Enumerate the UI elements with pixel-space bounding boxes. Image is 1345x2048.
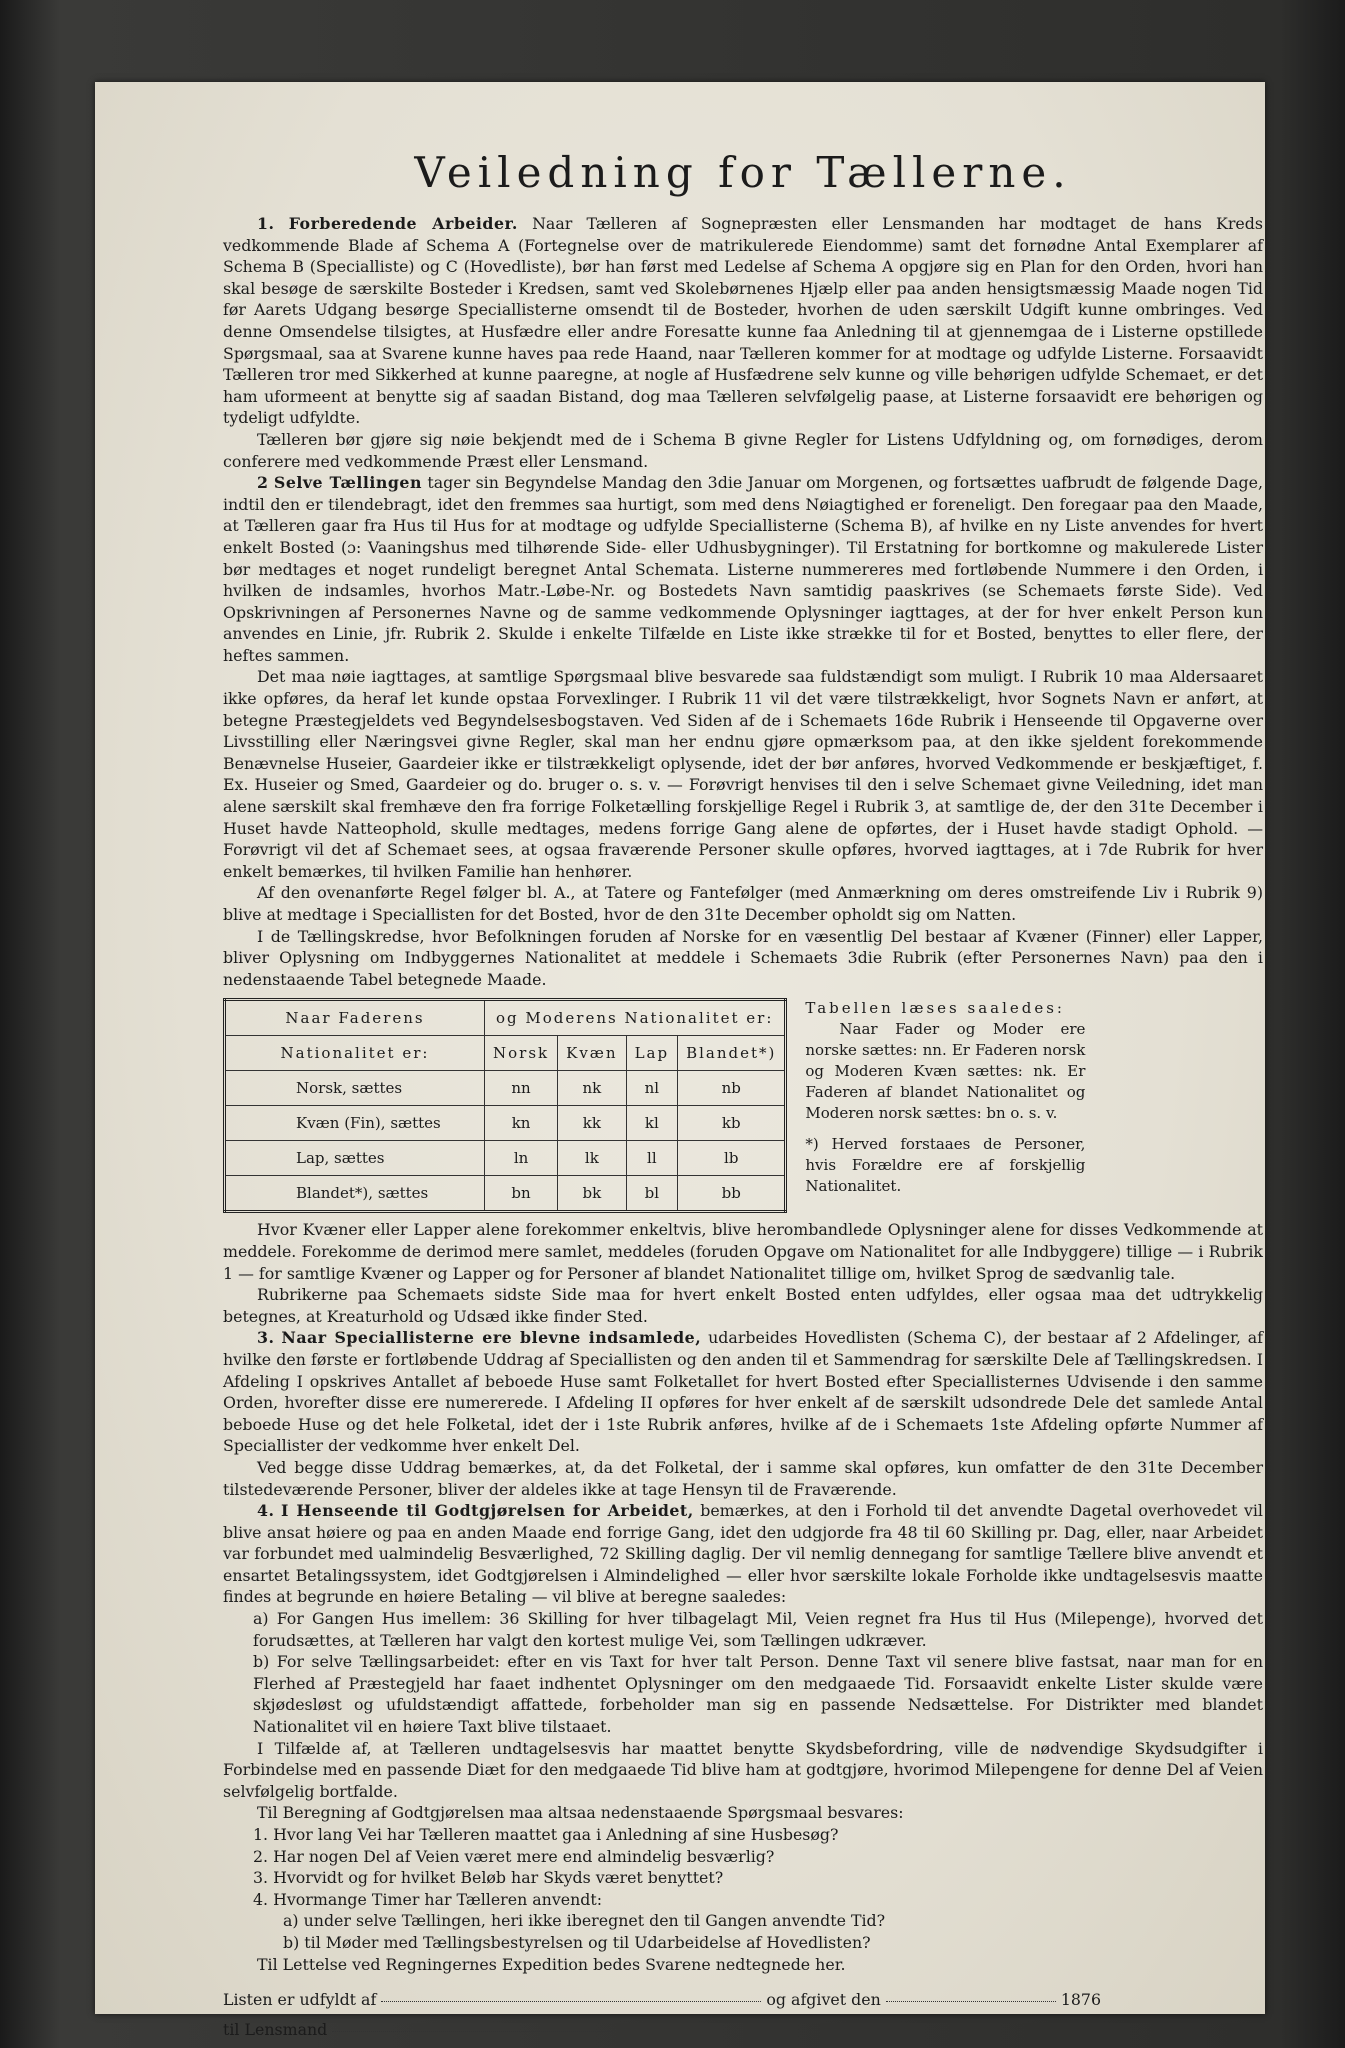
table-cell: bl <box>626 1176 678 1212</box>
table-row <box>225 1106 786 1141</box>
table-col-header: Norsk <box>485 1036 558 1071</box>
table-cell: bn <box>485 1176 558 1212</box>
section-1-number: 1. <box>257 214 275 233</box>
delivered-label: og afgivet den <box>766 1990 881 2010</box>
delivered-date-field[interactable] <box>886 2000 1056 2002</box>
lensmand-label: til Lensmand <box>223 2020 328 2040</box>
after-table-paragraph-1: Hvor Kvæner eller Lapper alene forekommer enkeltvis, blive herombandlede Oplysninger alene for disses Vedkommende at meddele. Forekomme de derimod mere samlet, meddeles (foruden Opgave om Nationalitet for alle Indbyggere) tillige — i Rubrik 1 — for samtlige Kvæner og Lapper og for Personer af blandet Nationalitet tillige om, hvilket Sprog de sædvanlig tale. <box>223 1220 1263 1283</box>
table-cell: ll <box>626 1141 678 1176</box>
nationality-table <box>223 998 787 1213</box>
table-col-header: Blandet*) <box>678 1036 786 1071</box>
table-cell: kn <box>485 1106 558 1141</box>
document-page <box>95 82 1265 2040</box>
table-cell: nn <box>485 1071 558 1106</box>
section-4-heading: I Henseende til Godtgjørelsen for Arbeidet, <box>280 1501 694 1521</box>
table-cell: kl <box>626 1106 678 1141</box>
section-2-paragraph-2: Det maa nøie iagttages, at samtlige Spørgsmaal blive besvarede saa fuldstændigt som muligt. I Rubrik 10 maa Aldersaaret ikke opføres, da heraf let kunde opstaa Forvexlinger. I Rubrik 11 vil det være tilstrækkeligt, hvor Sognets Navn er anført, at betegne Præstegjeldets ved Begyndelsesbogstaven. Ved Siden af de i Schemaets 16de Rubrik i Henseende til Opgaverne over Livsstilling eller Næringsvei givne Regler, skal man her endnu gjøre opmærksom paa, at den ikke sjeldent forekommende Benævnelse Huseier, Gaardeier ikke er tilstrækkeligt oplysende, idet der bør anføres, hvorved Vedkommende er beskjæftiget, f. Ex. Huseier og Smed, Gaardeier og do. bruger o. s. v. — Forøvrigt henvises til den i selve Schemaet givne Veiledning, idet man alene særskilt skal fremhæve den fra forrige Folketælling forskjellige Regel i Rubrik 3, at samtlige de, der den 31te December i Huset havde Natteophold, skulle medtages, medens forrige Gang alene de opførtes, der i Huset havde stadigt Ophold. — Forøvrigt vil det af Schemaet sees, at ogsaa fraværende Personer skulle opføres, hvorved iagttages, at i 7de Rubrik for hver enkelt bemærkes, til hvilken Familie han henhører. <box>223 667 1263 881</box>
section-3-number: 3. <box>257 1328 275 1348</box>
section-2-paragraph-4: I de Tællingskredse, hvor Befolkningen foruden af Norske for en væsentlig Del bestaar af Kvæner (Finner) eller Lapper, bliver Oplysning om Indbyggernes Nationalitet at meddele i Schemaets 3die Rubrik (efter Personernes Navn) paa den i nedenstaaende Tabel betegnede Maade. <box>223 926 1263 989</box>
table-cell: nl <box>626 1071 678 1106</box>
filled-by-label: Listen er udfyldt af <box>223 1990 377 2010</box>
table-row-label: Norsk, sættes <box>225 1071 485 1106</box>
lensmand-field[interactable] <box>332 2030 612 2032</box>
section-4-item-b: b) For selve Tællingsarbeidet: efter en vis Taxt for hver talt Person. Denne Taxt vil senere blive fastsat, naar man for en Flerhed af Præstegjeld har faaet indhentet Oplysninger om den medgaaede Tid. Forsaavidt enkelte Lister skulde være skjødesløst og ufuldstændigt affattede, forbeholder man sig en passende Nedsættelse. For Distrikter med blandet Nationalitet vil en høiere Taxt blive tilstaaet. <box>253 1652 1263 1737</box>
table-cell: kb <box>678 1106 786 1141</box>
question-3: 3. Hvorvidt og for hvilket Beløb har Skyds været benyttet? <box>253 1868 724 1888</box>
section-4-item-a: a) For Gangen Hus imellem: 36 Skilling for hver tilbagelagt Mil, Veien regnet fra Hus til Hus (Milepenge), hvorved det forudsættes, at Tælleren har valgt den kortest mulige Vei, som Tællingen udkræver. <box>253 1609 1263 1650</box>
table-row-label: Kvæn (Fin), sættes <box>225 1106 485 1141</box>
table-explanation-text: Naar Fader og Moder ere norske sættes: nn. Er Faderen norsk og Moderen Kvæn sættes: nk. Er Faderen af blandet Nationalitet og Moderen norsk sættes: bn o. s. v. <box>805 1020 1086 1123</box>
section-3-heading: Naar Speciallisterne ere blevne indsamlede, <box>281 1328 702 1348</box>
section-2-paragraph <box>223 472 1263 666</box>
section-4-number: 4. <box>257 1501 275 1521</box>
signature-line-1 <box>223 1985 1263 2015</box>
signature-block <box>223 1985 1263 2045</box>
section-1-paragraph-2: Tælleren bør gjøre sig nøie bekjendt med de i Schema B givne Regler for Listens Udfyldning og, om fornødiges, derom conferere med vedkommende Præst eller Lensmand. <box>223 429 1263 471</box>
table-explanation <box>805 998 1085 1213</box>
section-2-text: tager sin Begyndelse Mandag den 3die Januar om Morgenen, og fortsættes uafbrudt de følgende Dage, indtil den er tilendebragt, idet den fremmes saa hurtigt, som med dens Nøiagtighed er foreneligt. Den foregaar paa den Maade, at Tælleren gaar fra Hus til Hus for at modtage og udfylde Speciallisterne (Schema B), af hvilke en ny Liste anvendes for hvert enkelt Bosted (ɔ: Vaaningshus med tilhørende Side- eller Udhusbygninger). Til Erstatning for bortkomne og makulerede Lister bør medtages et noget rundeligt beregnet Antal Schemata. Listerne nummereres med fortløbende Nummere i den Orden, i hvilken de indsamles, hvorhos Matr.-Løbe-Nr. og Bostedets Navn samtidig paaskrives (se Schemaets første Side). Ved Opskrivningen af Personernes Navne og de samme vedkommende Oplysninger iagttages, at der for hver enkelt Person kun anvendes en Linie, jfr. Rubrik 2. Skulde i enkelte Tilfælde en Liste ikke strække til for et Bosted, benyttes to eller flere, der heftes sammen. <box>223 473 1263 665</box>
section-3-paragraph <box>223 1327 1263 1457</box>
section-1-paragraph <box>223 213 1263 429</box>
table-header-father-2: Nationalitet er: <box>225 1036 485 1071</box>
question-2: 2. Har nogen Del af Veien været mere end almindelig besværlig? <box>253 1846 775 1866</box>
table-row-label: Lap, sættes <box>225 1141 485 1176</box>
table-row-label: Blandet*), sættes <box>225 1176 485 1212</box>
section-4-paragraph-2: I Tilfælde af, at Tælleren undtagelsesvis har maattet benytte Skydsbefordring, ville de nødvendige Skydsudgifter i Forbindelse med en passende Diæt for den medgaaede Tid blive ham at godtgjøre, hvorimod Milepengene for denne Del af Veien selvfølgelig bortfalde. <box>223 1738 1263 1801</box>
filled-by-field[interactable] <box>381 2000 761 2002</box>
table-row <box>225 1141 786 1176</box>
section-4-text: bemærkes, at den i Forhold til det anvendte Dagetal overhovedet vil blive ansat høiere og paa en anden Maade end forrige Gang, idet den udgjorde fra 48 til 60 Skilling pr. Dag, eller, naar Arbeidet var forbundet med ualmindelig Besværlighed, 72 Skilling daglig. Der vil nemlig dennegang for samtlige Tællere blive anvendt et ensartet Betalingssystem, idet Godtgjørelsen i Almindelighed — eller hvor særskilte lokale Forholde ikke undtagelsesvis maatte findes at begrunde en høiere Betaling — vil blive at beregne saaledes: <box>223 1501 1263 1607</box>
section-3-paragraph-2: Ved begge disse Uddrag bemærkes, at, da det Folketal, der i samme skal opføres, kun omfatter de den 31te December tilstedeværende Personer, bliver der aldeles ikke at tage Hensyn til de Fraværende. <box>223 1457 1263 1499</box>
question-list <box>223 1824 1263 1954</box>
section-2-paragraph-3: Af den ovenanførte Regel følger bl. A., at Tatere og Fantefølger (med Anmærkning om deres omstreifende Liv i Rubrik 9) blive at medtage i Speciallisten for det Bosted, hvor de den 31te December opholdt sig om Natten. <box>223 883 1263 924</box>
table-cell: nb <box>678 1071 786 1106</box>
section-2-number: 2 <box>257 473 269 493</box>
section-1-text: Naar Tælleren af Sognepræsten eller Lensmanden har modtaget de hans Kreds vedkommende Blade af Schema A (Fortegnelse over de matrikulerede Eiendomme) samt det fornødne Antal Exemplarer af Schema B (Specialliste) og C (Hovedliste), bør han først med Ledelse af Schema A opgjøre sig en Plan for den Orden, hvori han skal besøge de særskilte Bosteder i Kredsen, samt ved Skolebørnenes Hjælp eller paa anden hensigtsmæssig Maade nogen Tid før Aarets Udgang besørge Speciallisterne omsendt til de Bosteder, hvorhen de uden særskilt Udgift kunne ombringes. Ved denne Omsendelse tilsigtes, at Husfædre eller andre Foresatte kunne faa Anledning til at gjennemgaa de i Listerne opstillede Spørgsmaal, saa at Svarene kunne haves paa rede Haand, naar Tælleren kommer for at modtage og udfylde Listerne. Forsaavidt Tælleren tror med Sikkerhed at kunne paaregne, at nogle af Husfædrene selv kunne og ville behørigen udfylde Schemaet, er det ham uformeent at benytte sig af saadan Bistand, dog maa Tælleren selvfølgelig paase, at Listerne forsaavidt ere behørigen og tydeligt udfyldte. <box>223 214 1263 428</box>
section-4-paragraph <box>223 1500 1263 1608</box>
year-label: 1876 <box>1060 1990 1102 2010</box>
section-1-heading: Forberedende Arbeider. <box>288 214 518 233</box>
table-cell: ln <box>485 1141 558 1176</box>
table-cell: kk <box>558 1106 626 1141</box>
section-2-heading: Selve Tællingen <box>273 473 422 493</box>
page-title: Veiledning for Tællerne. <box>414 148 1072 197</box>
question-4b: b) til Møder med Tællingsbestyrelsen og til Udarbeidelse af Hovedlisten? <box>283 1932 871 1952</box>
table-col-header: Lap <box>626 1036 678 1071</box>
table-footnote: *) Herved forstaaes de Personer, hvis Forældre ere af forskjellig Nationalitet. <box>805 1135 1086 1196</box>
section-4-paragraph-3: Til Beregning af Godtgjørelsen maa altsaa nedenstaaende Spørgsmaal besvares: <box>257 1803 904 1823</box>
question-1: 1. Hvor lang Vei har Tælleren maattet gaa i Anledning af sine Husbesøg? <box>253 1825 839 1844</box>
page-content <box>223 148 1263 2045</box>
table-cell: bk <box>558 1176 626 1212</box>
table-row <box>225 1176 786 1212</box>
signature-line-2 <box>223 2015 1263 2045</box>
after-table-paragraph-2: Rubrikerne paa Schemaets sidste Side maa for hvert enkelt Bosted enten udfyldes, eller ogsaa maa det udtrykkelig betegnes, at Kreaturhold og Udsæd ikke finder Sted. <box>223 1285 1263 1326</box>
table-explanation-heading: Tabellen læses saaledes: <box>805 999 1065 1018</box>
table-header-father-1: Naar Faderens <box>225 1000 485 1036</box>
question-4: 4. Hvormange Timer har Tælleren anvendt: <box>253 1889 603 1909</box>
table-cell: lk <box>558 1141 626 1176</box>
table-row <box>225 1071 786 1106</box>
table-cell: bb <box>678 1176 786 1212</box>
table-col-header: Kvæn <box>558 1036 626 1071</box>
section-3-text: udarbeides Hovedlisten (Schema C), der bestaar af 2 Afdelinger, af hvilke den første er fortløbende Uddrag af Speciallisten og den anden til et Sammendrag for særskilte Dele af Tællingskredsen. I Afdeling I opskrives Antallet af beboede Huse samt Folketallet for hvert Bosted efter Speciallisternes Udvisende i den samme Orden, hvorefter disse ere numererede. I Afdeling II opføres for hver enkelt af de særskilt udsondrede Dele det samlede Antal beboede Huse og det hele Folketal, idet der i 1ste Rubrik anføres, hvilke af de i Schemaets 1ste Afdeling opførte Nummer af Speciallister der vedkomme hver enkelt Del. <box>223 1328 1263 1456</box>
table-cell: nk <box>558 1071 626 1106</box>
question-4a: a) under selve Tællingen, heri ikke iberegnet den til Gangen anvendte Tid? <box>283 1911 886 1931</box>
section-4-paragraph-4: Til Lettelse ved Regningernes Expedition bedes Svarene nedtegnede her. <box>257 1954 846 1974</box>
table-header-mother: og Moderens Nationalitet er: <box>485 1000 786 1036</box>
table-cell: lb <box>678 1141 786 1176</box>
nationality-table-block <box>223 998 1263 1213</box>
